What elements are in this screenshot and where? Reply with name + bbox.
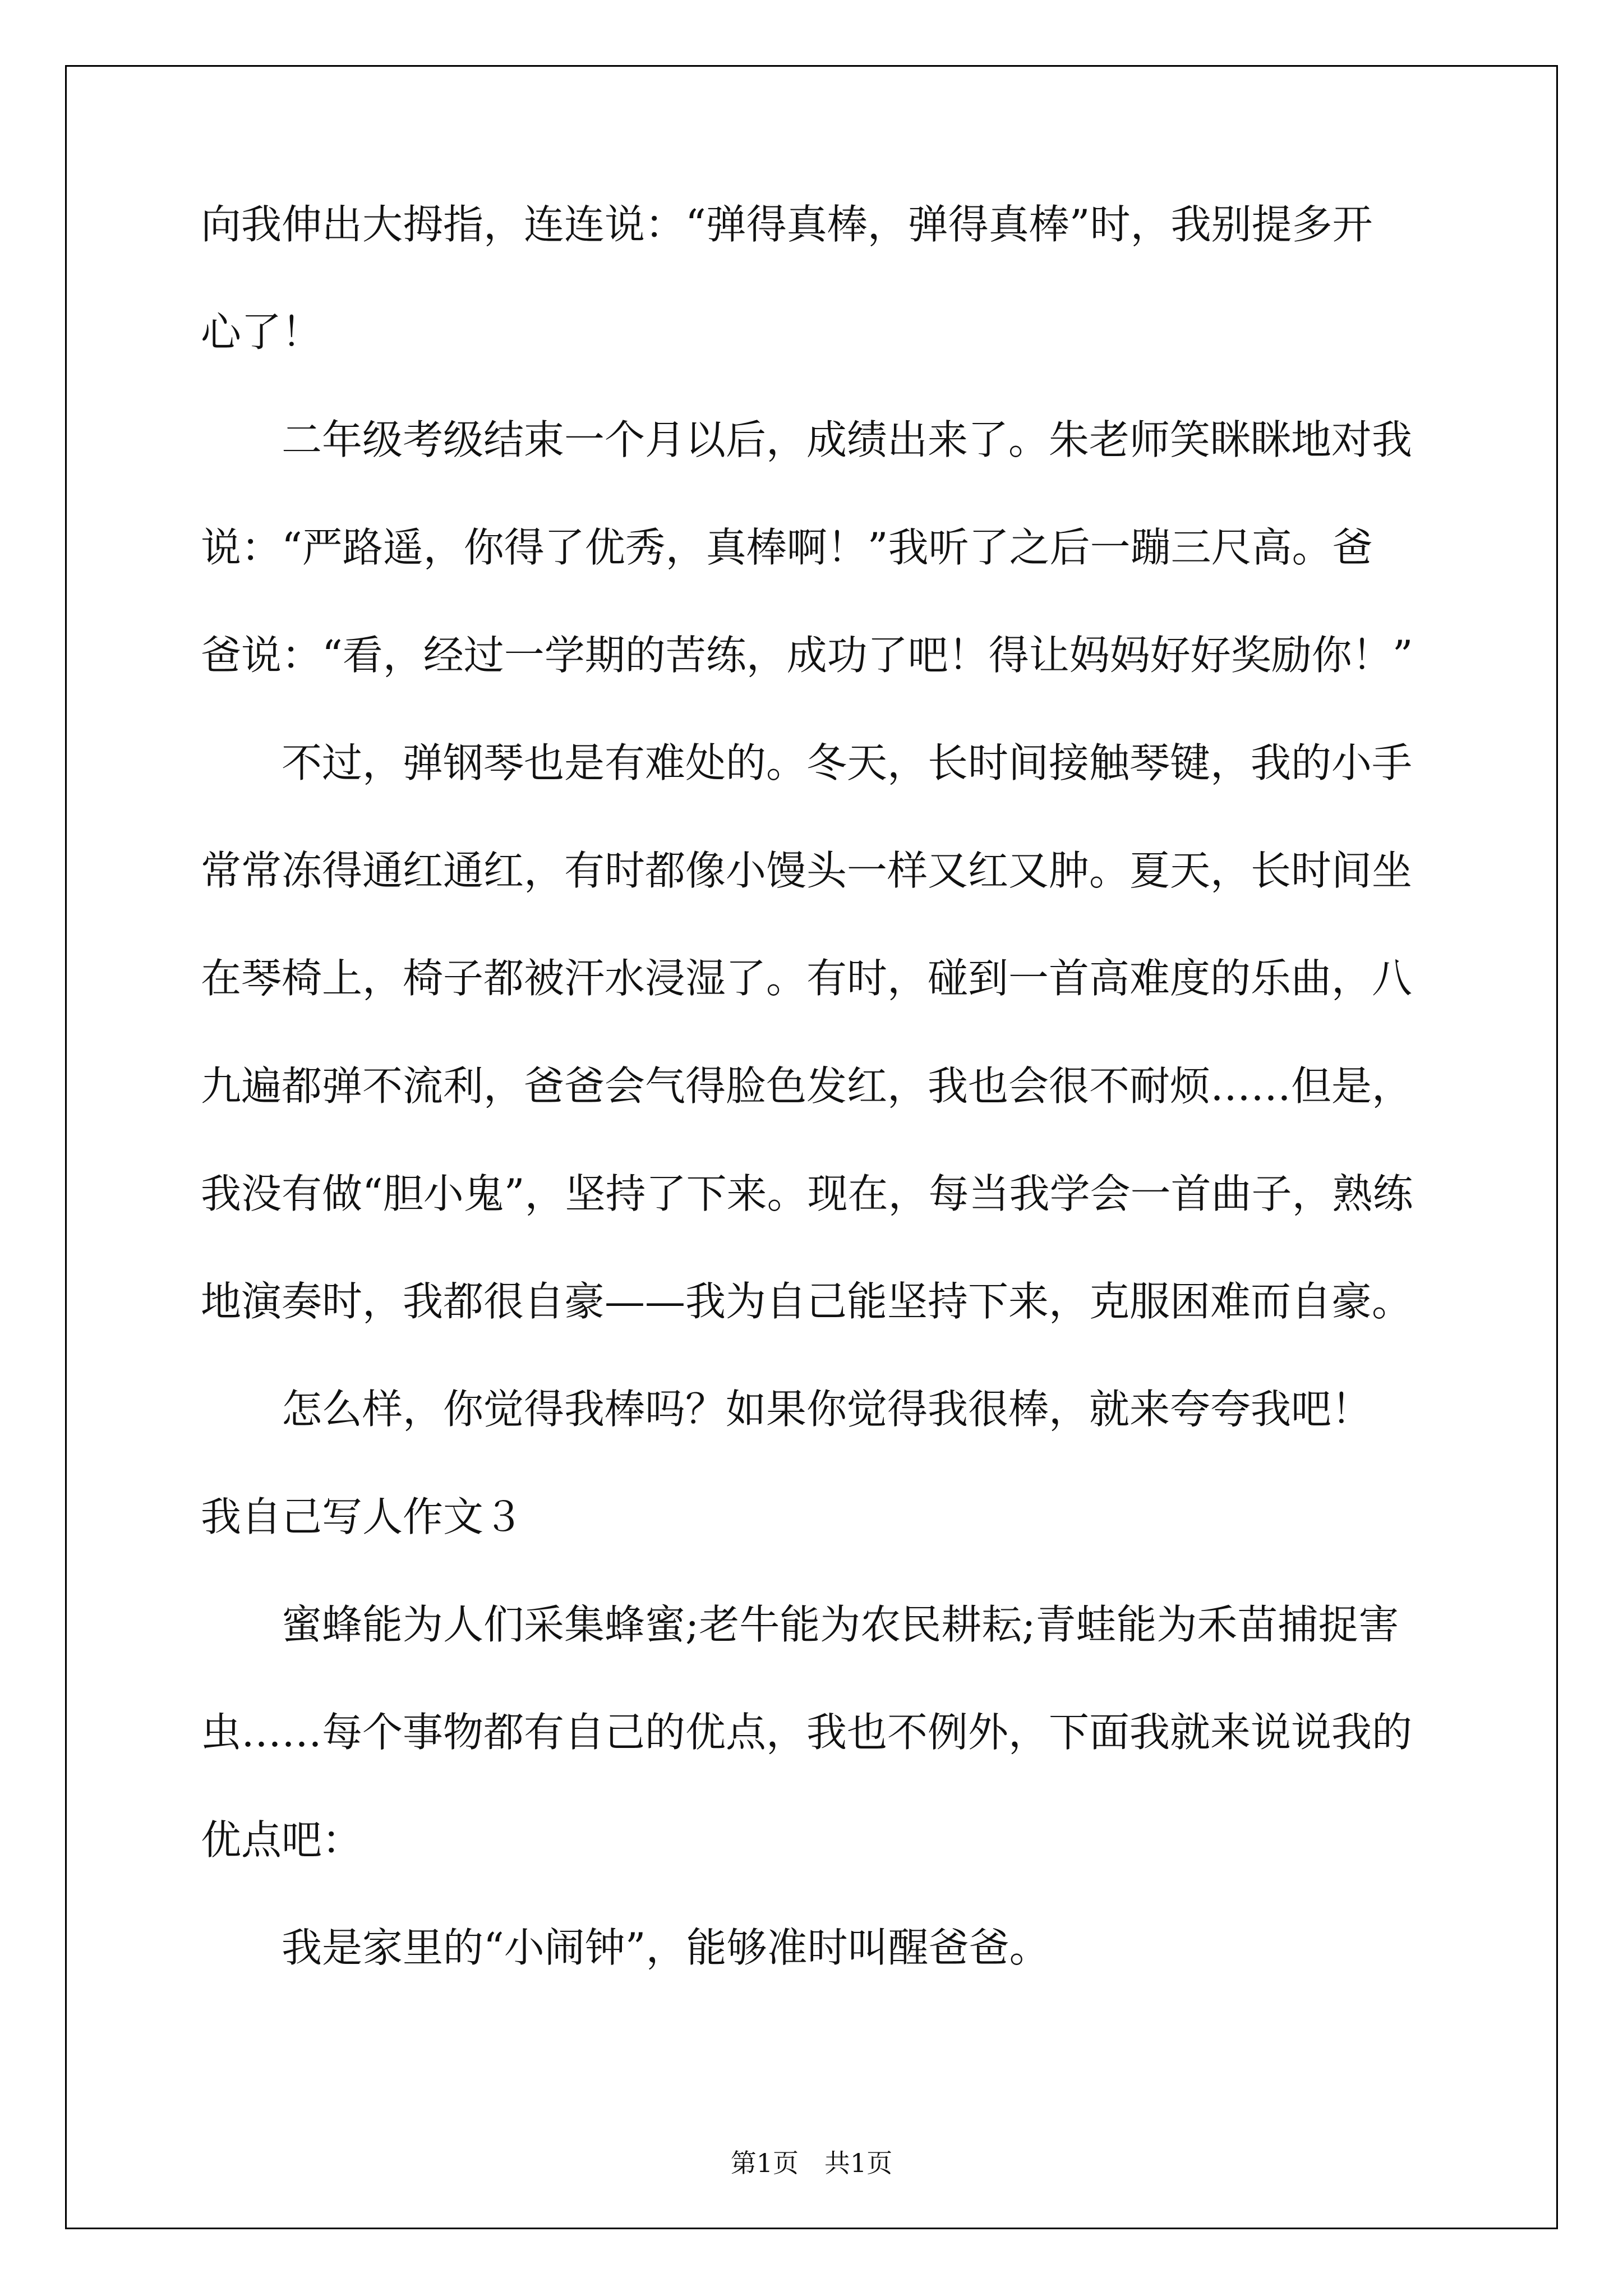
page-number-footer: 第1页 共1页	[730, 2148, 893, 2178]
text-line: 不过，弹钢琴也是有难处的。冬天，长时间接触琴键，我的小手	[282, 739, 1413, 786]
section-heading: 我自己写人作文３	[201, 1493, 524, 1540]
text-line: 优点吧：	[201, 1816, 363, 1864]
text-line: 我没有做“胆小鬼”，坚持了下来。现在，每当我学会一首曲子，熟练	[201, 1170, 1413, 1217]
text-line: 二年级考级结束一个月以后，成绩出来了。朱老师笑眯眯地对我	[282, 416, 1413, 463]
text-line: 爸说：“看，经过一学期的苦练，成功了吧！得让妈妈好好奖励你！”	[201, 632, 1413, 679]
text-line: 地演奏时，我都很自豪——我为自己能坚持下来，克服困难而自豪。	[201, 1278, 1413, 1325]
text-line: 向我伸出大拇指，连连说：“弹得真棒，弹得真棒”时，我别提多开	[201, 201, 1373, 248]
page-border	[65, 65, 1558, 2229]
text-line: 常常冻得通红通红，有时都像小馒头一样又红又肿。夏天，长时间坐	[201, 847, 1413, 894]
text-line: 蜜蜂能为人们采集蜂蜜;老牛能为农民耕耘;青蛙能为禾苗捕捉害	[282, 1601, 1399, 1648]
text-line: 说：“严路遥，你得了优秀，真棒啊！”我听了之后一蹦三尺高。爸	[201, 524, 1373, 571]
text-line: 怎么样，你觉得我棒吗？如果你觉得我很棒，就来夸夸我吧！	[282, 1386, 1372, 1433]
text-line: 我是家里的“小闹钟”，能够准时叫醒爸爸。	[282, 1924, 1050, 1971]
text-line: 心了！	[201, 309, 322, 356]
text-line: 九遍都弹不流利，爸爸会气得脸色发红，我也会很不耐烦……但是，	[201, 1062, 1413, 1110]
text-line: 在琴椅上，椅子都被汗水浸湿了。有时，碰到一首高难度的乐曲，八	[201, 955, 1413, 1002]
text-line: 虫……每个事物都有自己的优点，我也不例外，下面我就来说说我的	[201, 1709, 1413, 1756]
